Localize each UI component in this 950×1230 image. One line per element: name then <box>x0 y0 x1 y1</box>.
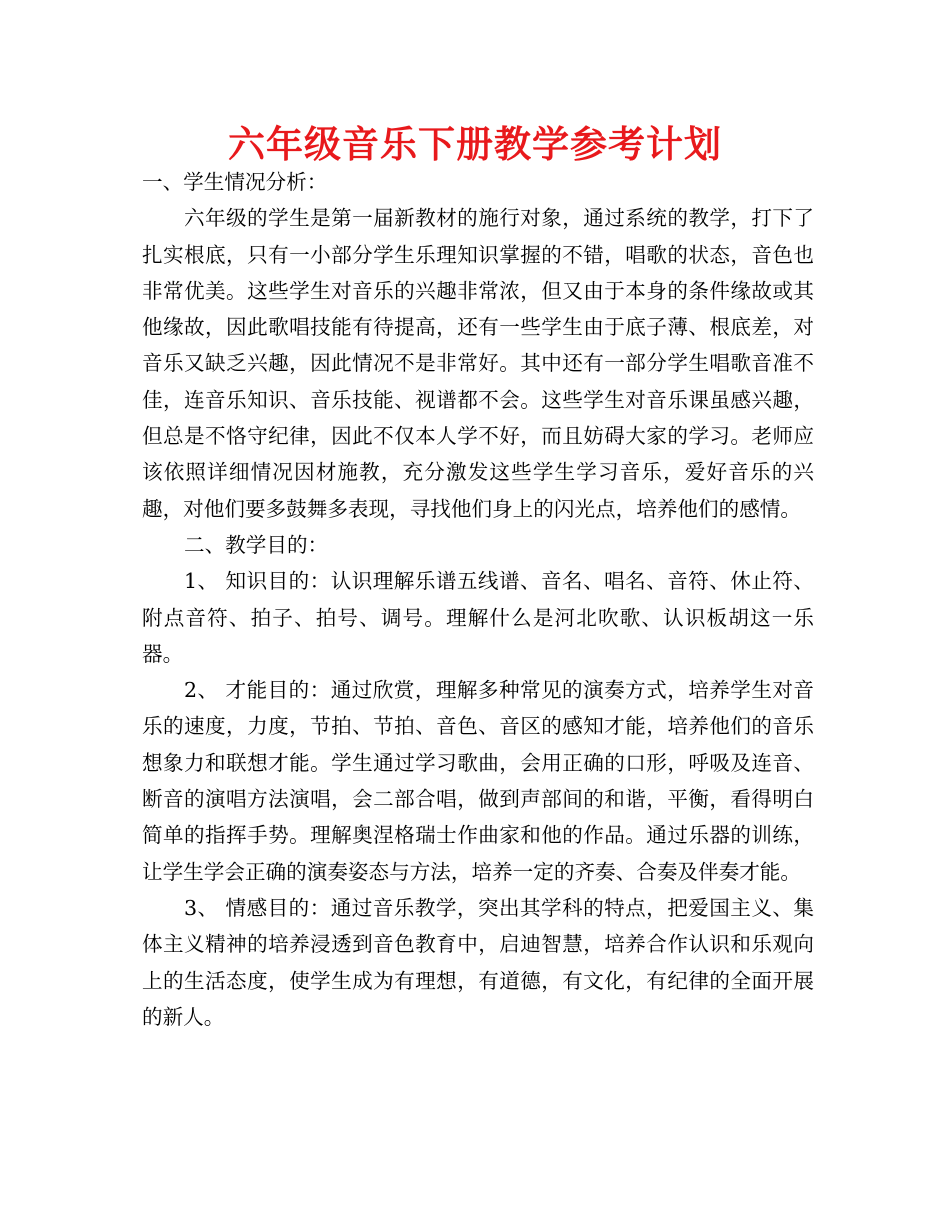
paragraph-ability-goal: 2、 才能目的：通过欣赏，理解多种常见的演奏方式，培养学生对音乐的速度，力度，节拍、节拍、音色、音区的感知才能，培养他们的音乐想象力和联想才能。学生通过学习歌曲，会用正确的口形，呼吸及连音、断音的演唱方法演唱，会二部合唱，做到声部间的和谐，平衡，看得明白简单的指挥手势。理解奥涅格瑞士作曲家和他的作品。通过乐器的训练，让学生学会正确的演奏姿态与方法，培养一定的齐奏、合奏及伴奏才能。 <box>142 678 814 884</box>
document-title: 六年级音乐下册教学参考计划 <box>228 123 722 166</box>
document-body <box>142 164 814 1035</box>
section-heading-student-analysis: 一、学生情况分析： <box>142 170 328 194</box>
paragraph-emotion-goal: 3、 情感目的：通过音乐教学，突出其学科的特点，把爱国主义、集体主义精神的培养浸透到音色教育中，启迪智慧，培养合作认识和乐观向上的生活态度，使学生成为有理想，有道德，有文化，有纪律的全面开展的新人。 <box>142 895 814 1029</box>
paragraph-knowledge-goal: 1、 知识目的：认识理解乐谱五线谱、音名、唱名、音符、休止符、附点音符、拍子、拍号、调号。理解什么是河北吹歌、认识板胡这一乐器。 <box>142 569 814 666</box>
paragraph-student-analysis: 六年级的学生是第一届新教材的施行对象，通过系统的教学，打下了扎实根底，只有一小部分学生乐理知识掌握的不错，唱歌的状态，音色也非常优美。这些学生对音乐的兴趣非常浓，但又由于本身的条件缘故或其他缘故，因此歌唱技能有待提高，还有一些学生由于底子薄、根底差，对音乐又缺乏兴趣，因此情况不是非常好。其中还有一部分学生唱歌音准不佳，连音乐知识、音乐技能、视谱都不会。这些学生对音乐课虽感兴趣，但总是不恪守纪律，因此不仅本人学不好，而且妨碍大家的学习。老师应该依照详细情况因材施教，充分激发这些学生学习音乐，爱好音乐的兴趣，对他们要多鼓舞多表现，寻找他们身上的闪光点，培养他们的感情。 <box>142 206 814 521</box>
section-heading-teaching-goals: 二、教学目的： <box>184 532 329 557</box>
